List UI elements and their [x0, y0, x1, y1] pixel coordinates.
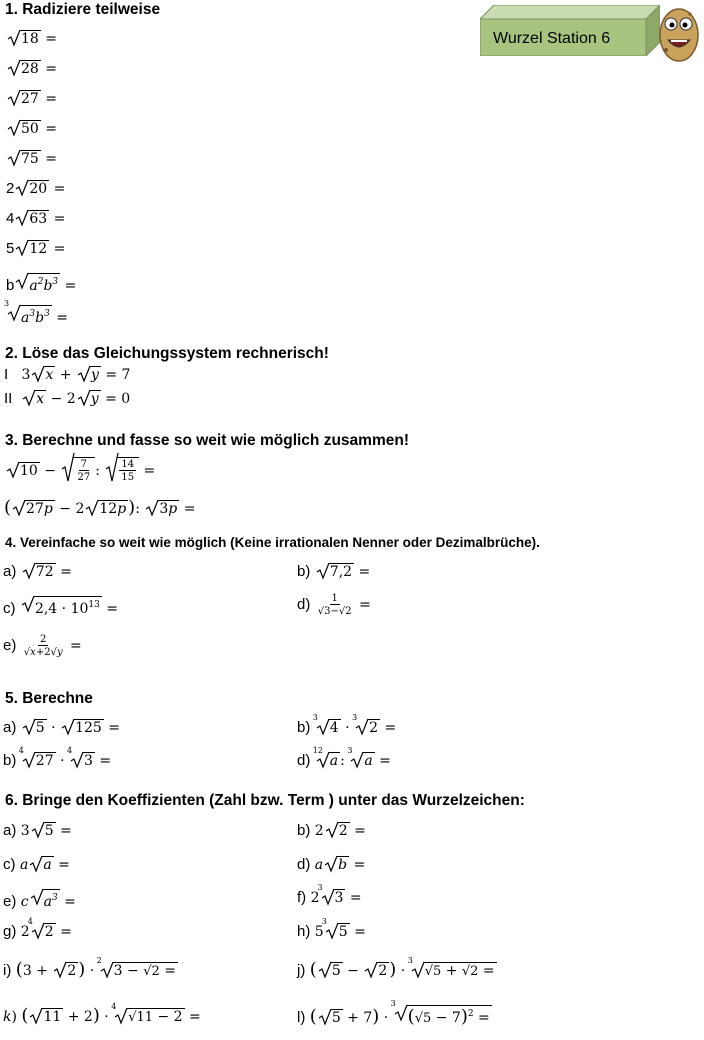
task-5b: b) 3 4 · 3 2 =: [297, 713, 397, 736]
task-6a: a) 3 5 =: [3, 822, 72, 839]
task-6k: k) ( 11 + 2) · 4 √11 − 2 =: [3, 1002, 201, 1026]
task-1-3: 27 =: [6, 90, 57, 107]
task-1-5: 75 =: [6, 150, 57, 167]
section3-heading: 3. Berechne und fasse so weit wie möglich zusammen!: [5, 432, 409, 449]
task-5c: b) 4 27 · 4 3 =: [3, 746, 112, 769]
task-1-1: 18 =: [6, 30, 57, 47]
task-1-9: b $a^2b^3$ =: [6, 273, 76, 294]
task-6c: c) a a =: [3, 856, 70, 873]
task-1-2: 28 =: [6, 60, 57, 77]
task-1-4: 50 =: [6, 120, 57, 137]
equation-1: I 3 x + y = 7: [4, 366, 131, 383]
task-6h: h) 5 3 5 =: [297, 917, 366, 940]
section2-heading: 2. Löse das Gleichungssystem rechnerisch!: [5, 345, 329, 362]
task-6g: g) 2 4 2 =: [3, 917, 72, 940]
section6-heading: 6. Bringe den Koeffizienten (Zahl bzw. Term ) unter das Wurzelzeichen:: [5, 792, 525, 809]
section1-heading: 1. Radiziere teilweise: [5, 1, 161, 18]
task-6e: e) c $a^3$ =: [3, 889, 76, 910]
task-4a: a) 72 =: [3, 563, 72, 580]
task-5d: d) 12 a : 3 a =: [297, 746, 391, 769]
section5-heading: 5. Berechne: [5, 690, 93, 707]
task-6f: f) 2 3 3 =: [297, 883, 362, 906]
task-1-10: 3 $a^3b^3$ =: [4, 299, 68, 326]
equation-2: II x − 2 y = 0: [4, 390, 131, 407]
task-4c: c) $2,4 \cdot 10^{13}$ =: [3, 596, 118, 617]
task-6l: l) ( 5 + 7) · 3 $(√5 - 7)^2$ =: [297, 999, 490, 1027]
task-3-2: ( 27p − 2 12p ): 3p =: [4, 497, 196, 518]
task-4d: d) $\frac{1}{√3-√2}$ =: [297, 593, 371, 617]
task-3-1: 10 − $\frac{7}{27}$ : $\frac{14}{15}$ =: [5, 457, 155, 483]
task-1-6: 2 20 =: [6, 180, 66, 197]
task-6j: j) ( 5 − 2 ) · 3 √5 + √2 =: [297, 956, 495, 980]
task-4b: b) 7,2 =: [297, 563, 371, 580]
task-5a: a) 5 · 125 =: [3, 719, 120, 736]
section4-heading: 4. Vereinfache so weit wie möglich (Keine irrationalen Nenner oder Dezimalbrüche).: [5, 535, 540, 550]
task-6d: d) a b =: [297, 856, 366, 873]
task-6b: b) 2 2 =: [297, 822, 366, 839]
task-6i: i) (3 + 2 ) · 2 3 − √2 =: [3, 956, 176, 980]
task-4e: e) $\frac{2}{√x+2√y}$ =: [3, 634, 82, 658]
task-1-8: 5 12 =: [6, 240, 66, 257]
station-title: Wurzel Station 6: [493, 30, 611, 47]
potato-mascot-icon: [656, 2, 702, 64]
task-1-7: 4 63 =: [6, 210, 66, 227]
